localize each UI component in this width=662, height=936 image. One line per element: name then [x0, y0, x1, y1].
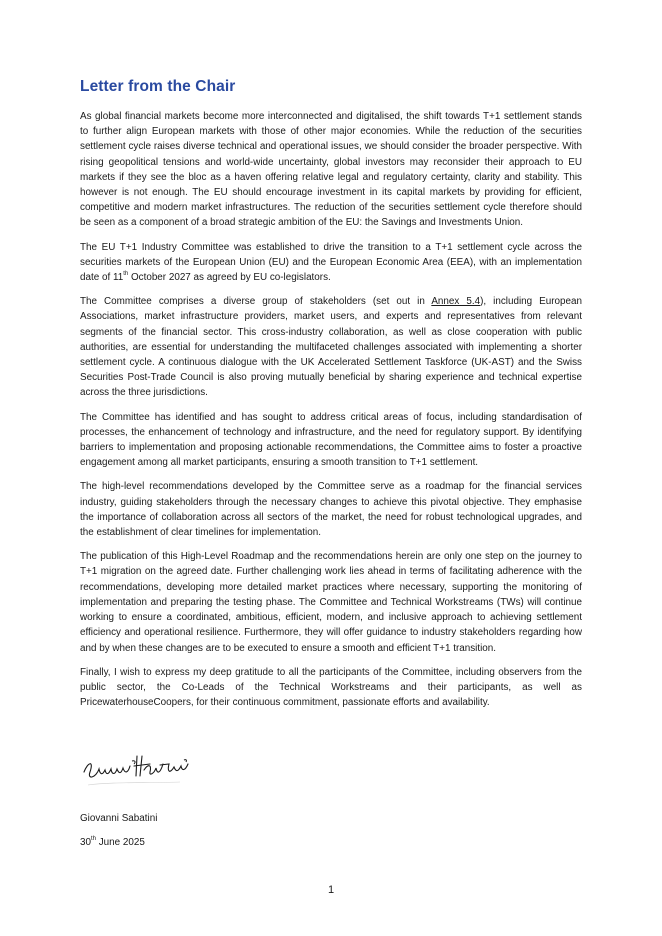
letter-body [80, 78, 582, 719]
text: October 2027 as agreed by EU co-legislators. [128, 272, 331, 284]
page-number: 1 [327, 884, 335, 896]
page-title: Letter from the Chair [80, 78, 236, 95]
text: The Committee comprises a diverse group of stakeholders (set out in [80, 296, 432, 308]
date-superscript: th [90, 835, 96, 842]
paragraph-intro: As global financial markets become more interconnected and digitalised, the shift towards T+1 settlement stands to further align European markets with those of other major economies. While the reduction of the securities settlement cycle raises diverse technical and operational issues, we should consider the broader perspective. With rising geopolitical tensions and world-wide uncertainty, global investors may reconsider their approach to EU markets if they see the bloc as a haven offering relative legal and regulatory certainty, clarity and stability. This however is not enough. The EU should encourage investment in its capital markets by providing for efficient, competitive and modern market infrastructures. The reduction of the securities settlement cycle therefore should be seen as a component of a broad strategic ambition of the EU: the Savings and Investments Union. [80, 111, 582, 229]
annex-link[interactable]: Annex 5.4 [431, 296, 481, 308]
paragraph-focus-areas: The Committee has identified and has sought to address critical areas of focus, including standardisation of processes, the enhancement of technology and infrastructure, and the need for regulatory support. By identifying barriers to implementation and proposing actionable recommendations, the Committee aims to foster a proactive engagement among all market participants, ensuring a smooth transition to T+1 settlement. [80, 411, 582, 469]
paragraph-recommendations: The high-level recommendations developed by the Committee serve as a roadmap for the financial services industry, guiding stakeholders through the necessary changes to achieve this pivotal objective. They emphasise the importance of collaboration across all sectors of the market, the need for robust technological upgrades, and the establishment of clear timelines for implementation. [80, 481, 582, 539]
date-day: 30 [80, 837, 91, 848]
paragraph-committee-composition [80, 294, 582, 400]
paragraph-gratitude: Finally, I wish to express my deep gratitude to all the participants of the Committee, including observers from the public sector, the Co-Leads of the Technical Workstreams and their participants, as well as PricewaterhouseCoopers, for their continuous commitment, passionate efforts and availability. [80, 666, 582, 709]
text: ), including European Associations, market infrastructure providers, market users, and experts and representatives from relevant segments of the financial sector. This cross-industry collaboration, as well as close cooperation with public authorities, are essential for understanding the multifaceted challenges associated with implementing a shorter settlement cycle. A continuous dialogue with the UK Accelerated Settlement Taskforce (UK-AST) and the Swiss Securities Post-Trade Council is also proving mutually beneficial by sharing experience and technical expertise across the three jurisdictions. [80, 296, 582, 399]
paragraph-committee-established [80, 240, 582, 286]
letter-date [80, 835, 145, 850]
signatory-name: Giovanni Sabatini [80, 813, 158, 824]
text: The EU T+1 Industry Committee was established to drive the transition to a T+1 settlement cycle across the securities markets of the European Union (EU) and the European Economic Area (EEA), with an implementation date of 11 [80, 241, 582, 284]
superscript: th [123, 270, 129, 277]
paragraph-roadmap: The publication of this High-Level Roadmap and the recommendations herein are only one step on the journey to T+1 migration on the agreed date. Further challenging work lies ahead in terms of facilitating adherence with the recommendations, developing more detailed market practices where necessary, supporting the monitoring of implementation and preparing the testing phase. The Committee and Technical Workstreams (TWs) will continue working to ensure a coordinated, ambitious, efficient, modern, and inclusive approach to achieving settlement efficiency and operational resilience. Furthermore, they will offer guidance to industry stakeholders regarding how and by when these changes are to be executed to ensure a smooth and efficient T+1 transition. [80, 551, 582, 654]
date-rest: June 2025 [96, 837, 145, 848]
signature-image [80, 752, 202, 794]
